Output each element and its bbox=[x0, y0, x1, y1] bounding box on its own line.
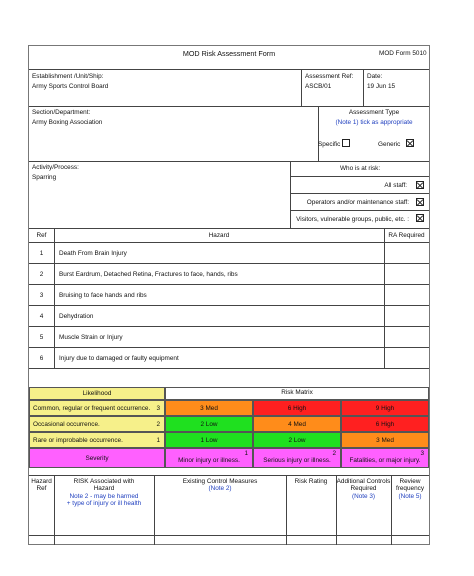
who-at-risk-label: Who is at risk: bbox=[340, 165, 381, 172]
severity-score: 1 bbox=[244, 450, 248, 457]
section-value: Army Boxing Association bbox=[32, 119, 103, 126]
generic-label: Generic bbox=[378, 141, 401, 148]
hazard-text: Burst Eardrum, Detached Retina, Fractures to face, hands, ribs bbox=[59, 271, 238, 278]
hazard-row bbox=[29, 348, 429, 368]
severity-cell bbox=[165, 448, 253, 468]
divider bbox=[29, 69, 429, 70]
likelihood-score: 2 bbox=[156, 420, 160, 428]
severity-cell bbox=[341, 448, 429, 468]
activity-label: Activity/Process: bbox=[32, 164, 79, 171]
hazard-ref: 2 bbox=[39, 271, 44, 278]
divider bbox=[29, 475, 429, 476]
hazard-text: Bruising to face hands and ribs bbox=[59, 292, 147, 299]
ra-required-column-header: RA Required bbox=[388, 232, 425, 239]
divider bbox=[363, 69, 364, 106]
assessment-type-label: Assessment Type bbox=[348, 109, 400, 116]
matrix-cell: 2 Low bbox=[253, 432, 341, 448]
specific-label: Specific bbox=[318, 141, 341, 148]
likelihood-text: Occasional occurrence. bbox=[33, 420, 100, 428]
all-staff-checkbox[interactable] bbox=[416, 181, 424, 189]
severity-text: Fatalities, or major injury. bbox=[349, 457, 421, 464]
hazard-text: Injury due to damaged or faulty equipment bbox=[59, 355, 179, 362]
hazard-row bbox=[29, 327, 429, 348]
footer-review-frequency: Review frequency (Note 5) bbox=[395, 478, 425, 500]
matrix-cell: 1 Low bbox=[165, 432, 253, 448]
divider bbox=[290, 210, 429, 211]
assessment-type-note: (Note 1) tick as appropriate bbox=[335, 119, 413, 126]
hazard-text: Dehydration bbox=[59, 313, 94, 320]
divider bbox=[29, 106, 429, 107]
matrix-cell: 3 Med bbox=[165, 400, 253, 416]
matrix-cell: 4 Med bbox=[253, 416, 341, 432]
severity-cell bbox=[253, 448, 341, 468]
risk-assessment-form bbox=[28, 45, 430, 545]
footer-risk-rating: Risk Rating bbox=[294, 478, 328, 485]
form-title: MOD Risk Assessment Form bbox=[182, 49, 276, 58]
assessment-ref-value: ASCB/01 bbox=[305, 83, 332, 90]
assessment-ref-label: Assessment Ref: bbox=[305, 73, 354, 80]
likelihood-row bbox=[29, 400, 165, 416]
severity-score: 3 bbox=[420, 450, 424, 457]
likelihood-score: 1 bbox=[156, 436, 160, 444]
divider bbox=[301, 69, 302, 106]
hazard-ref: 6 bbox=[39, 355, 44, 362]
likelihood-header: Likelihood bbox=[29, 387, 165, 400]
section-label: Section/Department: bbox=[32, 109, 91, 116]
divider bbox=[29, 368, 429, 369]
divider bbox=[29, 161, 429, 162]
date-value: 19 Jun 15 bbox=[367, 83, 396, 90]
likelihood-score: 3 bbox=[156, 404, 160, 412]
who-operators-label: Operators and/or maintenance staff: bbox=[306, 199, 409, 206]
footer-controls: Existing Control Measures (Note 2) bbox=[182, 478, 258, 493]
who-visitors-label: Visitors, vulnerable groups, public, etc. : bbox=[296, 216, 409, 223]
divider bbox=[29, 228, 429, 229]
hazard-ref: 4 bbox=[39, 313, 44, 320]
matrix-cell: 3 Med bbox=[341, 432, 429, 448]
operators-checkbox[interactable] bbox=[416, 198, 424, 206]
hazard-ref: 5 bbox=[39, 334, 44, 341]
form-number: MOD Form 5010 bbox=[379, 50, 427, 57]
footer-risk-hazard: RISK Associated with Hazard Note 2 - may be harmed + type of injury or ill health bbox=[66, 478, 142, 508]
activity-value: Sparring bbox=[32, 174, 57, 181]
matrix-cell: 9 High bbox=[341, 400, 429, 416]
visitors-checkbox[interactable] bbox=[416, 214, 424, 222]
divider bbox=[29, 535, 429, 536]
hazard-ref: 3 bbox=[39, 292, 44, 299]
matrix-cell: 6 High bbox=[341, 416, 429, 432]
generic-checkbox[interactable] bbox=[406, 139, 414, 147]
date-label: Date: bbox=[367, 73, 383, 80]
hazard-row bbox=[29, 285, 429, 306]
specific-checkbox[interactable] bbox=[342, 139, 350, 147]
risk-matrix-header: Risk Matrix bbox=[165, 387, 429, 400]
footer-additional-controls: Additional Controls Required (Note 3) bbox=[336, 478, 391, 500]
hazard-column-header: Hazard bbox=[208, 232, 230, 239]
likelihood-row bbox=[29, 432, 165, 448]
severity-text: Minor injury or illness. bbox=[178, 457, 240, 464]
hazard-row bbox=[29, 264, 429, 285]
divider bbox=[290, 193, 429, 194]
establishment-label: Establishment /Unit/Ship: bbox=[32, 73, 104, 80]
severity-header: Severity bbox=[29, 448, 165, 468]
severity-score: 2 bbox=[332, 450, 336, 457]
likelihood-text: Rare or improbable occurrence. bbox=[33, 436, 123, 444]
who-all-staff-label: All staff: bbox=[384, 182, 407, 189]
likelihood-text: Common, regular or frequent occurrence. bbox=[33, 404, 151, 412]
matrix-cell: 6 High bbox=[253, 400, 341, 416]
footer-hazard-ref: Hazard Ref bbox=[31, 478, 52, 493]
establishment-value: Army Sports Control Board bbox=[32, 83, 109, 90]
hazard-text: Muscle Strain or Injury bbox=[59, 334, 123, 341]
divider bbox=[290, 176, 429, 177]
hazard-row bbox=[29, 243, 429, 264]
matrix-cell: 2 Low bbox=[165, 416, 253, 432]
hazard-text: Death From Brain Injury bbox=[59, 250, 127, 257]
likelihood-row bbox=[29, 416, 165, 432]
hazard-row bbox=[29, 306, 429, 327]
hazard-ref: 1 bbox=[39, 250, 44, 257]
ref-column-header: Ref bbox=[36, 232, 47, 239]
severity-text: Serious injury or illness. bbox=[263, 457, 331, 464]
